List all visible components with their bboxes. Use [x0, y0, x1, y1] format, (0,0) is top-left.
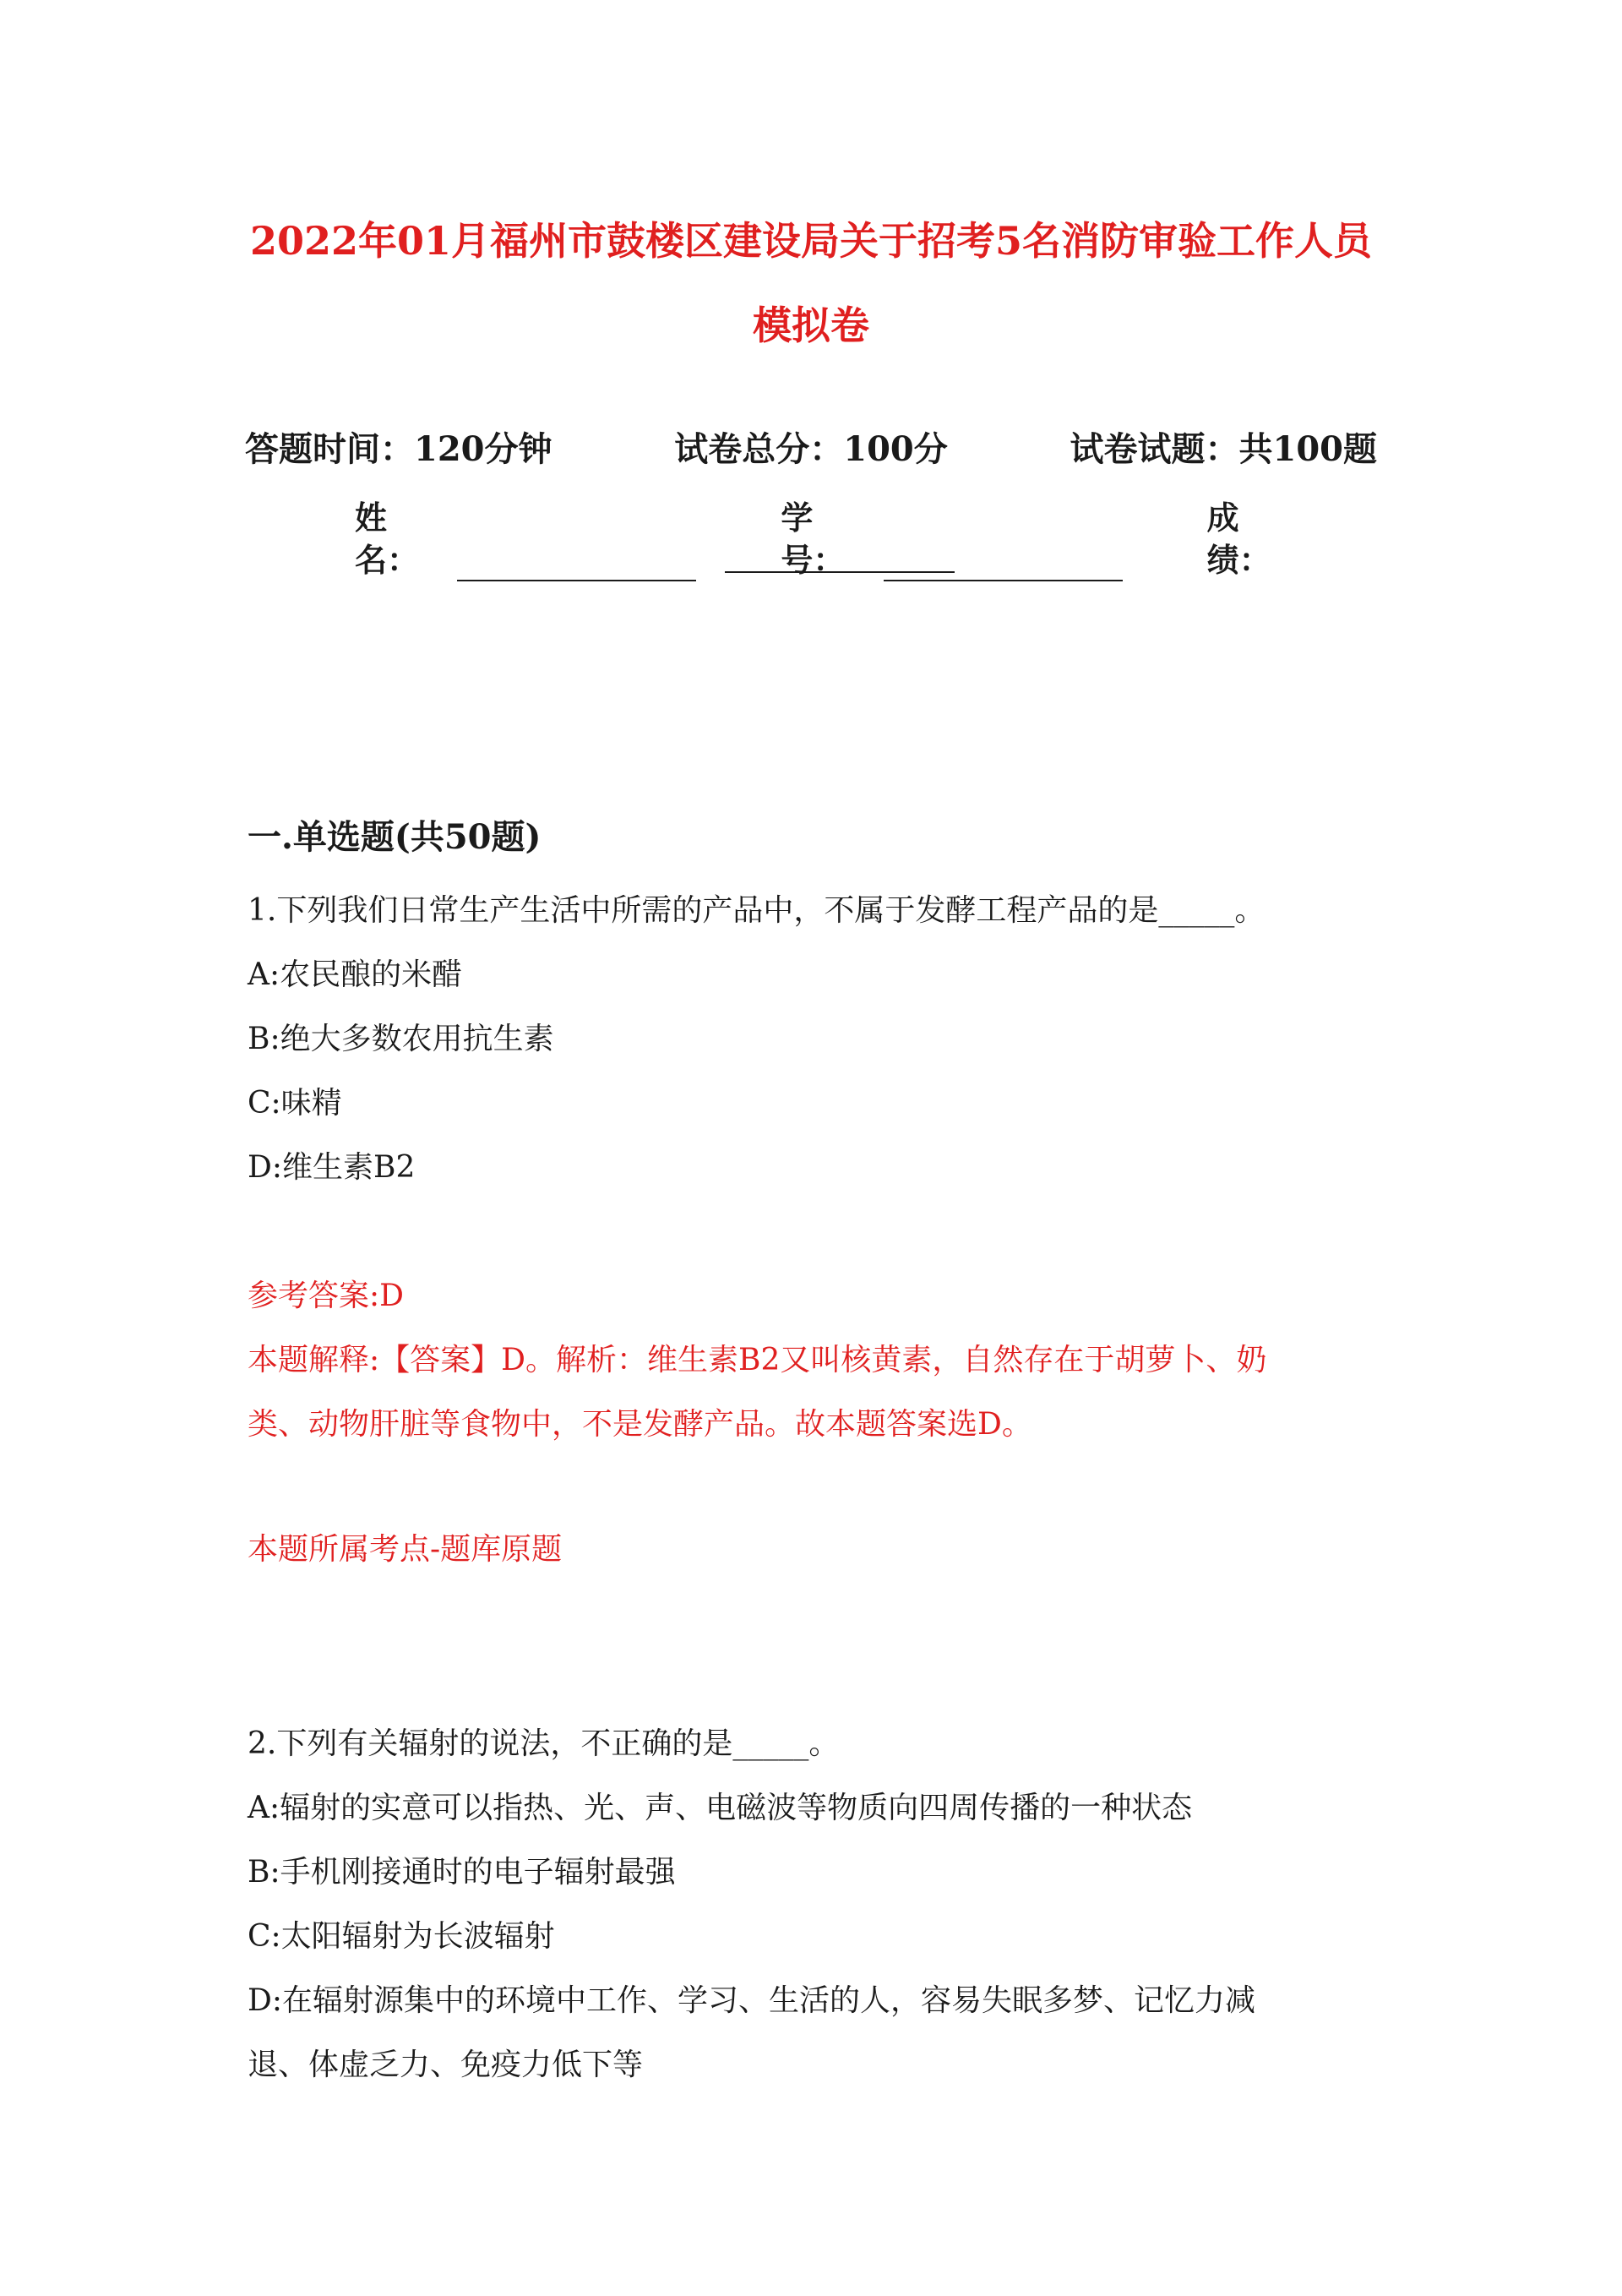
- document-title-line1: 2022年01月福州市鼓楼区建设局关于招考5名消防审验工作人员: [249, 218, 1373, 264]
- question-2-stem: 2.下列有关辐射的说法，不正确的是_____。: [248, 1726, 840, 1761]
- score-label: 成绩：: [1206, 499, 1271, 579]
- exam-question-count: 试卷试题：共100题: [1070, 429, 1377, 469]
- question-1-option-a: A:农民酿的米醋: [248, 957, 463, 992]
- question-1-option-c: C:味精: [248, 1086, 342, 1121]
- question-1-explanation-line2: 类、动物肝脏等食物中，不是发酵产品。故本题答案选D。: [248, 1407, 1032, 1442]
- question-2-option-d: D:在辐射源集中的环境中工作、学习、生活的人，容易失眠多梦、记忆力减: [248, 1983, 1255, 2018]
- question-2-option-b: B:手机刚接通时的电子辐射最强: [248, 1855, 676, 1890]
- student-fields-row: [355, 497, 1301, 581]
- question-1-option-d: D:维生素B2: [248, 1150, 416, 1185]
- question-1-topic: 本题所属考点-题库原题: [248, 1532, 563, 1567]
- question-2-option-a: A:辐射的实意可以指热、光、声、电磁波等物质向四周传播的一种状态: [248, 1791, 1193, 1825]
- exam-info-row: [245, 428, 1377, 472]
- exam-total-score: 试卷总分：100分: [674, 429, 948, 469]
- exam-time: 答题时间：120分钟: [245, 429, 552, 469]
- question-1-explanation-line1: 本题解释:【答案】D。解析：维生素B2又叫核黄素，自然存在于胡萝卜、奶: [248, 1343, 1267, 1377]
- section-title: 一.单选题(共50题): [248, 817, 542, 857]
- score-blank-line: [725, 571, 955, 573]
- name-label: 姓名：: [355, 499, 420, 579]
- question-2-option-d-continued: 退、体虚乏力、免疫力低下等: [248, 2048, 644, 2082]
- id-label: 学号：: [781, 499, 846, 579]
- document-title-line2: 模拟卷: [753, 303, 869, 348]
- question-1-answer: 参考答案:D: [248, 1279, 404, 1313]
- score-field: [1207, 497, 1301, 581]
- question-1-option-b: B:绝大多数农用抗生素: [248, 1022, 554, 1056]
- name-blank-line: [457, 548, 696, 581]
- id-field: [781, 497, 1122, 581]
- question-1-stem: 1.下列我们日常生产生活中所需的产品中，不属于发酵工程产品的是_____。: [248, 893, 1265, 928]
- question-2-option-c: C:太阳辐射为长波辐射: [248, 1919, 555, 1954]
- name-field: [355, 497, 696, 581]
- id-blank-line: [884, 548, 1123, 581]
